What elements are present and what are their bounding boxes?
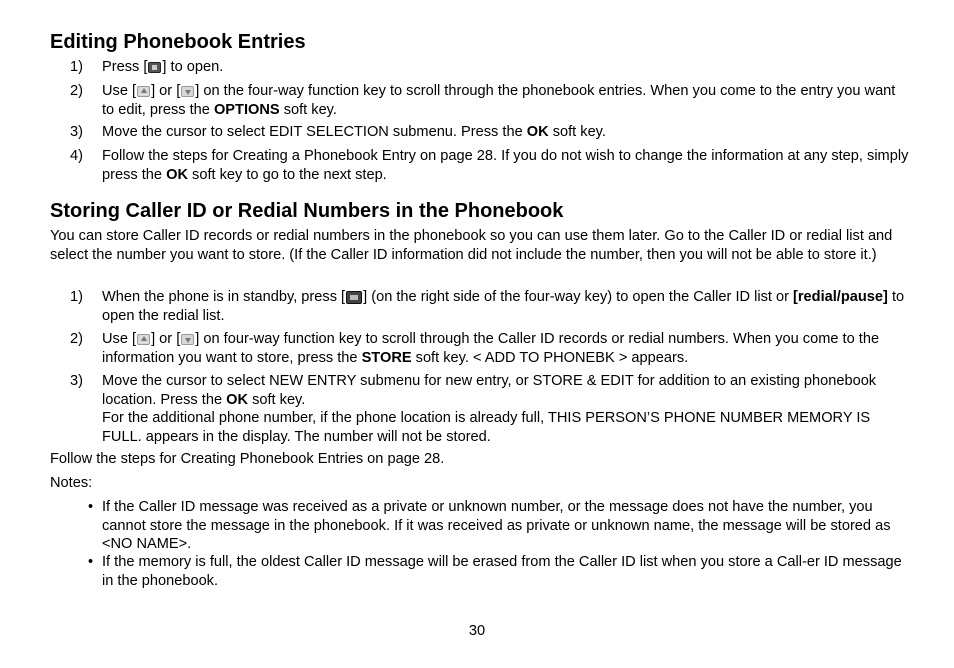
item-number: 2) [70, 83, 83, 99]
item-text: Press [ ] to open. [102, 59, 224, 75]
item-number: 4) [70, 148, 83, 164]
item-text: When the phone is in standby, press [ ] (on the right side of the four-way key) to open the Caller ID list or [redial/pause] to open the redial list. [102, 289, 905, 324]
section-title-storing: Storing Caller ID or Redial Numbers in the Phonebook [50, 200, 564, 222]
item-text: Move the cursor to select EDIT SELECTION submenu. Press the OK soft key. [102, 124, 606, 140]
caller-id-key-icon [346, 291, 362, 304]
item-text: Use [ ] or [ ] on four-way function key to scroll through the Caller ID records or redial numbers. When you come to the information you want to store, press the STORE soft key. < ADD TO PHONEBK > appears. [102, 331, 880, 366]
note-text: If the memory is full, the oldest Caller ID message will be erased from the Caller ID list when you store a Call-er ID message in the phonebook. [102, 554, 902, 589]
item-extra-text: For the additional phone number, if the phone location is already full, THIS PERSON’S PHONE NUMBER MEMORY IS FULL. appears in the display. The number will not be stored. [102, 410, 871, 445]
note-text: If the Caller ID message was received as a private or unknown number, or the message does not have the number, you cannot store the message in the phonebook. If it was received as private or unknown name, the message will be stored as <NO NAME>. [102, 499, 891, 552]
item-text: Use [ ] or [ ] on the four-way function key to scroll through the phonebook entries. When you come to the entry you want to edit, press the OPTIONS soft key. [102, 83, 896, 118]
up-arrow-key-icon [137, 334, 150, 345]
bullet: • [88, 499, 94, 515]
notes-label: Notes: [50, 475, 93, 491]
down-arrow-key-icon [181, 86, 194, 97]
bullet: • [88, 554, 94, 570]
phonebook-key-icon [148, 62, 161, 73]
page-number: 30 [468, 623, 486, 639]
intro-paragraph: You can store Caller ID records or redial numbers in the phonebook so you can use them later. Go to the Caller ID or redial list and select the number you want to store. (If the Caller ID information did not include the number, then you will not be able to store it.) [50, 228, 893, 263]
down-arrow-key-icon [181, 334, 194, 345]
item-number: 1) [70, 59, 83, 75]
item-number: 3) [70, 124, 83, 140]
up-arrow-key-icon [137, 86, 150, 97]
item-number: 2) [70, 331, 83, 347]
item-number: 3) [70, 373, 83, 389]
item-text: Follow the steps for Creating a Phonebook Entry on page 28. If you do not wish to change the information at any step, simply press the OK soft key to go to the next step. [102, 148, 909, 183]
item-text: Move the cursor to select NEW ENTRY submenu for new entry, or STORE & EDIT for addition to an existing phonebook location. Press the OK soft key. For the additional phone number, if the phone location is already full, THIS PERSON’S PHONE NUMBER MEMORY IS FULL. appears in the display. The number will not be stored. [102, 373, 877, 445]
item-number: 1) [70, 289, 83, 305]
section-title-editing: Editing Phonebook Entries [50, 31, 306, 53]
follow-text: Follow the steps for Creating Phonebook Entries on page 28. [50, 451, 445, 467]
